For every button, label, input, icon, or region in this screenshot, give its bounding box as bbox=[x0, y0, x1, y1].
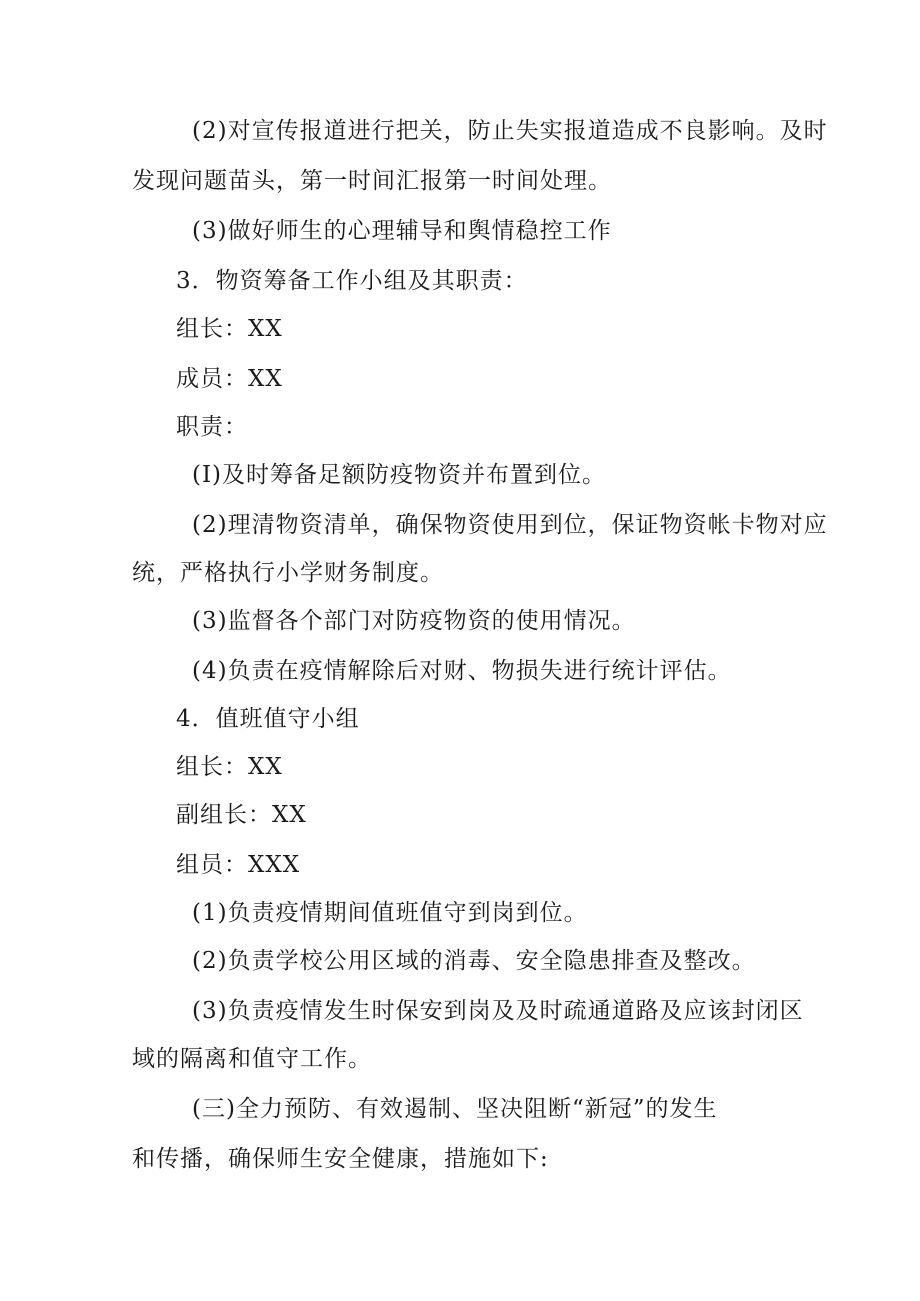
paragraph-line: (3)做好师生的心理辅导和舆情稳控工作 bbox=[192, 218, 612, 244]
duty-item: (2)理清物资清单，确保物资使用到位，保证物资帐卡物对应 bbox=[192, 512, 828, 538]
team-leader: 组长：XX bbox=[176, 316, 283, 342]
paragraph-line: 发现问题苗头，第一时间汇报第一时间处理。 bbox=[132, 168, 612, 194]
duty-label: 职责： bbox=[176, 414, 248, 440]
duty-item: (I)及时筹备足额防疫物资并布置到位。 bbox=[192, 462, 607, 488]
duty-item: (3)监督各个部门对防疫物资的使用情况。 bbox=[192, 608, 636, 634]
paragraph-line: (2)对宣传报道进行把关，防止失实报道造成不良影响。及时 bbox=[192, 118, 828, 144]
duty-item-continued: 域的隔离和值守工作。 bbox=[132, 1046, 372, 1072]
duty-item: (1)负责疫情期间值班值守到岗到位。 bbox=[192, 900, 588, 926]
duty-item: (3)负责疫情发生时保安到岗及及时疏通道路及应该封闭区 bbox=[192, 998, 804, 1024]
duty-item: (4)负责在疫情解除后对财、物损失进行统计评估。 bbox=[192, 658, 732, 684]
team-member: 组员：XXX bbox=[176, 852, 301, 878]
section-heading: 4．值班值守小组 bbox=[176, 706, 360, 732]
team-vice-leader: 副组长：XX bbox=[176, 802, 307, 828]
section-heading: 3．物资筹备工作小组及其职责： bbox=[176, 268, 528, 294]
section-heading-continued: 和传播，确保师生安全健康，措施如下: bbox=[132, 1146, 549, 1172]
duty-item: (2)负责学校公用区域的消毒、安全隐患排查及整改。 bbox=[192, 948, 756, 974]
duty-item-continued: 统，严格执行小学财务制度。 bbox=[132, 560, 444, 586]
section-heading: (三)全力预防、有效遏制、坚决阻断“新冠”的发生 bbox=[192, 1096, 718, 1122]
team-member: 成员：XX bbox=[176, 366, 283, 392]
team-leader: 组长：XX bbox=[176, 754, 283, 780]
